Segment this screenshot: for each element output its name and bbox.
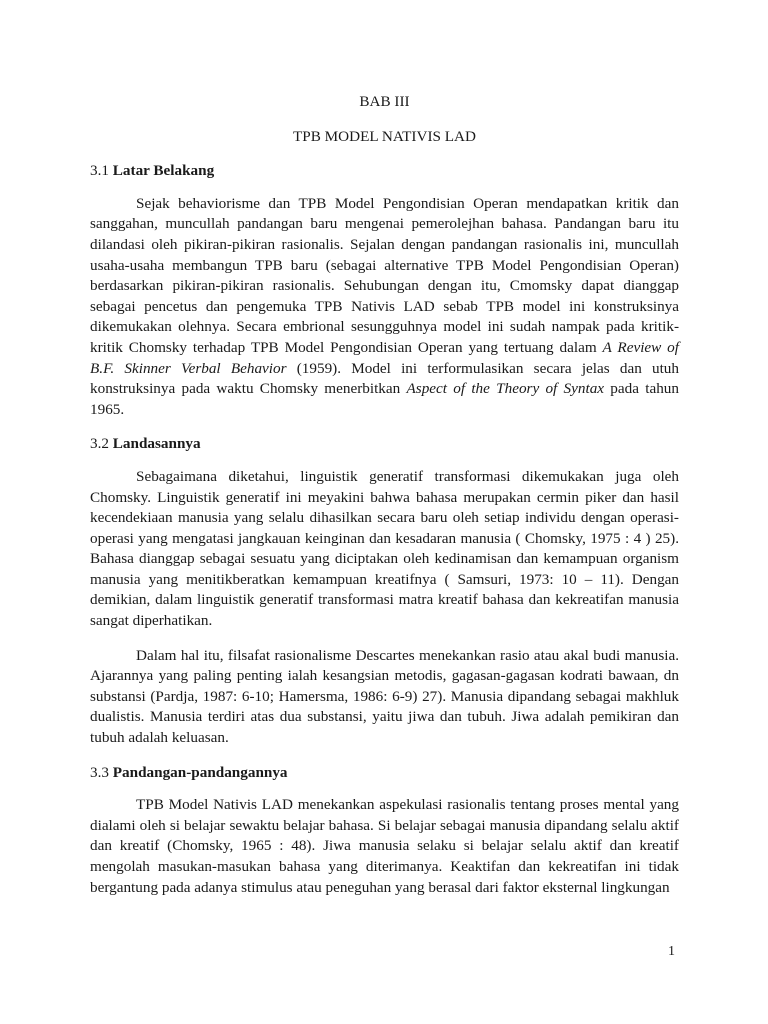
page-content (90, 92, 679, 898)
section-title: Pandangan-pandangannya (112, 763, 288, 781)
page-number: 1 (668, 944, 675, 959)
section-heading-3-2 (90, 434, 679, 455)
paragraph-landasan-2: Dalam hal itu, filsafat rasionalisme Descartes menekankan rasio atau akal budi manusia. Ajarannya yang paling penting ialah kesangsian metodis, gagasan-gagasan kodrati bawaan, dn substansi (Pardja, 1987: 6-10; Hamersma, 1986: 6-9) 27). Manusia dipandang sebagai makhluk dualistis. Manusia terdiri atas dua substansi, yaitu jiwa dan tubuh. Jiwa adalah pemikiran dan tubuh adalah keluasan. (90, 646, 679, 747)
section-title: Landasannya (112, 435, 201, 453)
chapter-title: TPB MODEL NATIVIS LAD (293, 127, 476, 145)
cited-work-title: Aspect of the Theory of Syntax (406, 380, 605, 398)
paragraph-text: Sejak behaviorisme dan TPB Model Pengondisian Operan mendapatkan kritik dan sanggahan, muncullah pandangan baru mengenai pemerolejhan bahasa. Pandangan baru itu dilandasi oleh pikiran-pikiran rasionalis. Sejalan dengan pandangan rasionalis ini, muncullah usaha-usaha membangun TPB baru (sebagai alternative TPB Model Pengondisian Operan) berdasarkan pikiran-pikiran rasionalis. Sehubungan dengan itu, Cmomsky dapat dianggap sebagai pencetus dan pengemuka TPB Nativis LAD sebab TPB model ini konstruksinya dikemukakan olehnya. Secara embrional sesungguhnya model ini sudah nampak pada kritik-kritik Chomsky terhadap TPB Model Pengondisian Operan yang tertuang dalam (90, 194, 679, 356)
paragraph-text: pada tahun 1965. (90, 380, 679, 418)
section-title: Latar Belakang (112, 162, 215, 180)
chapter-label: BAB III (359, 93, 410, 110)
paragraph-text: (1959). Model ini terformulasikan secara jelas dan utuh konstruksinya pada waktu Chomsky menerbitkan (90, 359, 679, 398)
cited-work-title: A Review of B.F. Skinner Verbal Behavior (90, 338, 679, 377)
section-number: 3.2 (90, 435, 109, 453)
section-number: 3.1 (90, 162, 109, 180)
section-heading-3-1 (90, 161, 679, 182)
paragraph-landasan-1: Sebagaimana diketahui, linguistik generatif transformasi dikemukakan juga oleh Chomsky. Linguistik generatif ini meyakini bahwa bahasa merupakan cermin piker dan hasil kecendekiaan manusia yang selalu dihasilkan secara baru oleh setiap individu dengan operasi-operasi yang mengatasi jangkauan keinginan dan kesadaran manusia ( Chomsky, 1975 : 4 ) 25). Bahasa dianggap sebagai sesuatu yang diciptakan oleh kedinamisan dan kemampuan organism manusia yang menitikberatkan kemampuan kreatifnya ( Samsuri, 1973: 10 – 11). Dengan demikian, dalam linguistik generatif transformasi matra kreatif bahasa dan kekreatifan manusia sangat diperhatikan. (90, 467, 679, 630)
section-heading-3-3 (90, 763, 679, 784)
paragraph-pandangan-1: TPB Model Nativis LAD menekankan aspekulasi rasionalis tentang proses mental yang dialami oleh si belajar sewaktu belajar bahasa. Si belajar sebagai manusia dipandang selalu aktif dan kreatif (Chomsky, 1965 : 48). Jiwa manusia selaku si belajar selalu aktif dan kreatif mengolah masukan-masukan bahasa yang diterimanya. Keaktifan dan kekreatifan ini tidak bergantung pada adanya stimulus atau peneguhan yang berasal dari faktor eksternal lingkungan (90, 796, 679, 896)
paragraph-latar-belakang (90, 194, 679, 421)
section-number: 3.3 (90, 763, 109, 781)
